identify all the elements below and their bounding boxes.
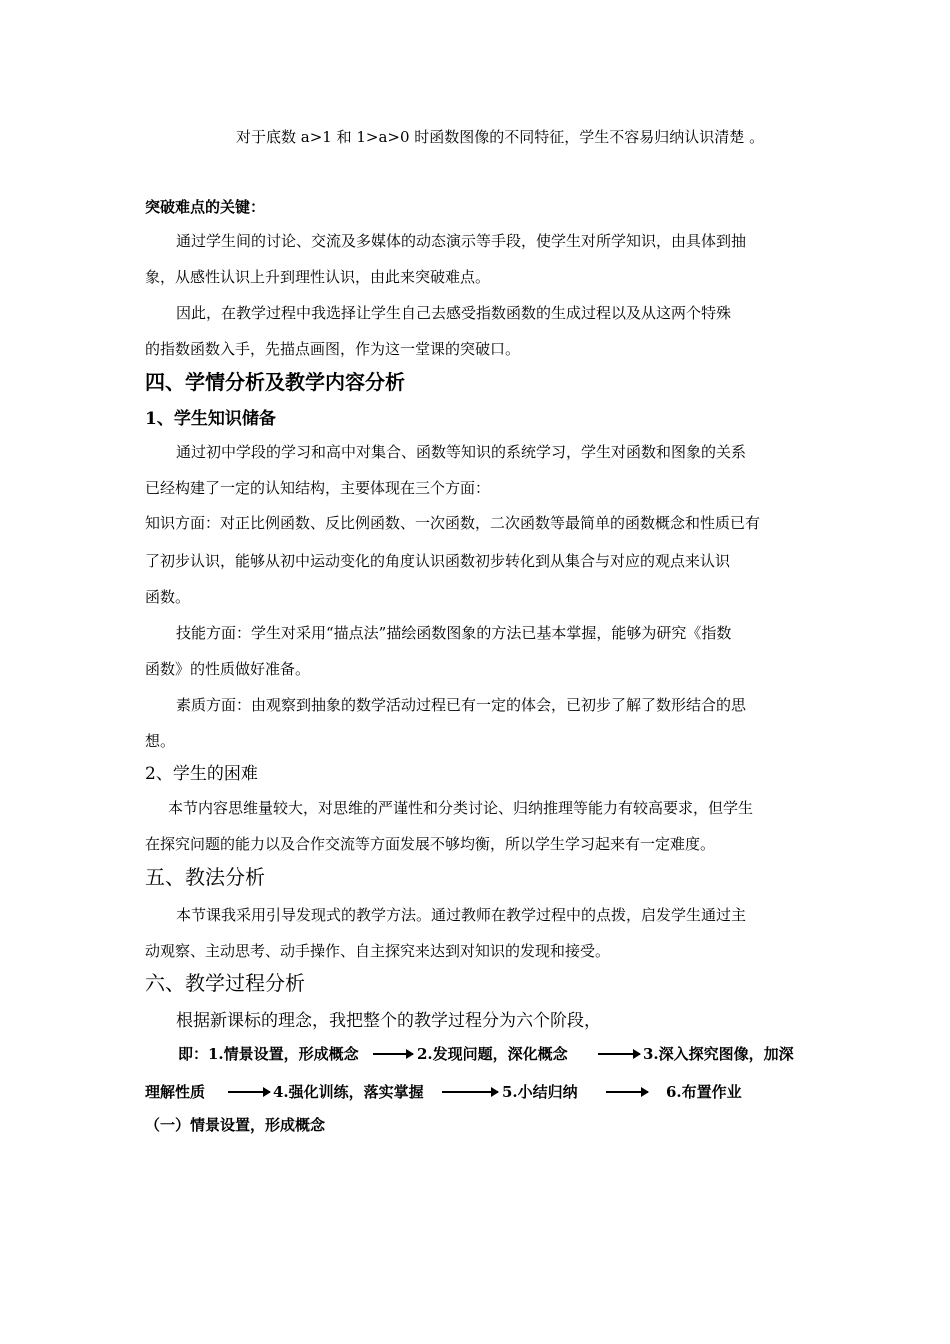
flow-step-4: 4.强化训练，落实掌握 (273, 1083, 424, 1101)
section-label: 突破难点的关键： (145, 198, 266, 216)
paragraph-line: 函数。 (145, 588, 191, 606)
flow-arrow (606, 1091, 648, 1093)
flow-step-2: 2.发现问题，深化概念 (417, 1045, 568, 1063)
flow-step-6: 6.布置作业 (666, 1083, 742, 1101)
flow-step-3-cont: 理解性质 (145, 1083, 206, 1101)
paragraph-line: 因此，在教学过程中我选择让学生自己去感受指数函数的生成过程以及从这两个特殊 (176, 304, 732, 322)
paragraph-line: 技能方面：学生对采用“描点法”描绘函数图象的方法已基本掌握，能够为研究《指数 (176, 624, 732, 642)
paragraph-line: 对于底数 a>1 和 1>a>0 时函数图像的不同特征，学生不容易归纳认识清楚 。 (236, 128, 765, 146)
subsection-heading: 2、学生的困难 (145, 764, 258, 784)
flow-arrow (598, 1053, 640, 1055)
paragraph-line: 知识方面：对正比例函数、反比例函数、一次函数，二次函数等最简单的函数概念和性质已有 (145, 514, 761, 532)
flow-step-1: 即：1.情景设置，形成概念 (178, 1045, 359, 1063)
paragraph-line: 函数》的性质做好准备。 (145, 660, 311, 678)
subsection-heading: 1、学生知识储备 (145, 409, 276, 429)
subsection-heading: （一）情景设置，形成概念 (145, 1116, 326, 1134)
paragraph-line: 动观察、主动思考、动手操作、自主探究来达到对知识的发现和接受。 (145, 942, 611, 960)
flow-step-3: 3.深入探究图像，加深 (643, 1045, 794, 1063)
flow-arrow (442, 1091, 498, 1093)
paragraph-line: 的指数函数入手，先描点画图，作为这一堂课的突破口。 (145, 340, 521, 358)
paragraph-line: 通过初中学段的学习和高中对集合、函数等知识的系统学习，学生对函数和图象的关系 (176, 443, 747, 461)
flow-arrow (373, 1053, 413, 1055)
section-heading: 六、教学过程分析 (145, 971, 305, 995)
paragraph-line: 本节内容思维量较大，对思维的严谨性和分类讨论、归纳推理等能力有较高要求，但学生 (168, 799, 754, 817)
paragraph-line: 根据新课标的理念，我把整个的教学过程分为六个阶段， (176, 1011, 601, 1031)
paragraph-line: 素质方面：由观察到抽象的数学活动过程已有一定的体会，已初步了解了数形结合的思 (176, 696, 747, 714)
flow-step-5: 5.小结归纳 (502, 1083, 578, 1101)
paragraph-line: 已经构建了一定的认知结构，主要体现在三个方面： (145, 479, 491, 497)
paragraph-line: 在探究问题的能力以及合作交流等方面发展不够均衡，所以学生学习起来有一定难度。 (145, 835, 716, 853)
section-heading: 四、学情分析及教学内容分析 (145, 370, 405, 394)
paragraph-line: 了初步认识，能够从初中运动变化的角度认识函数初步转化到从集合与对应的观点来认识 (145, 552, 731, 570)
section-heading: 五、教法分析 (145, 865, 265, 889)
paragraph-line: 本节课我采用引导发现式的教学方法。通过教师在教学过程中的点拨，启发学生通过主 (176, 906, 747, 924)
flow-arrow (228, 1091, 270, 1093)
paragraph-line: 通过学生间的讨论、交流及多媒体的动态演示等手段，使学生对所学知识，由具体到抽 (176, 232, 747, 250)
paragraph-line: 想。 (145, 732, 176, 750)
paragraph-line: 象，从感性认识上升到理性认识，由此来突破难点。 (145, 268, 491, 286)
